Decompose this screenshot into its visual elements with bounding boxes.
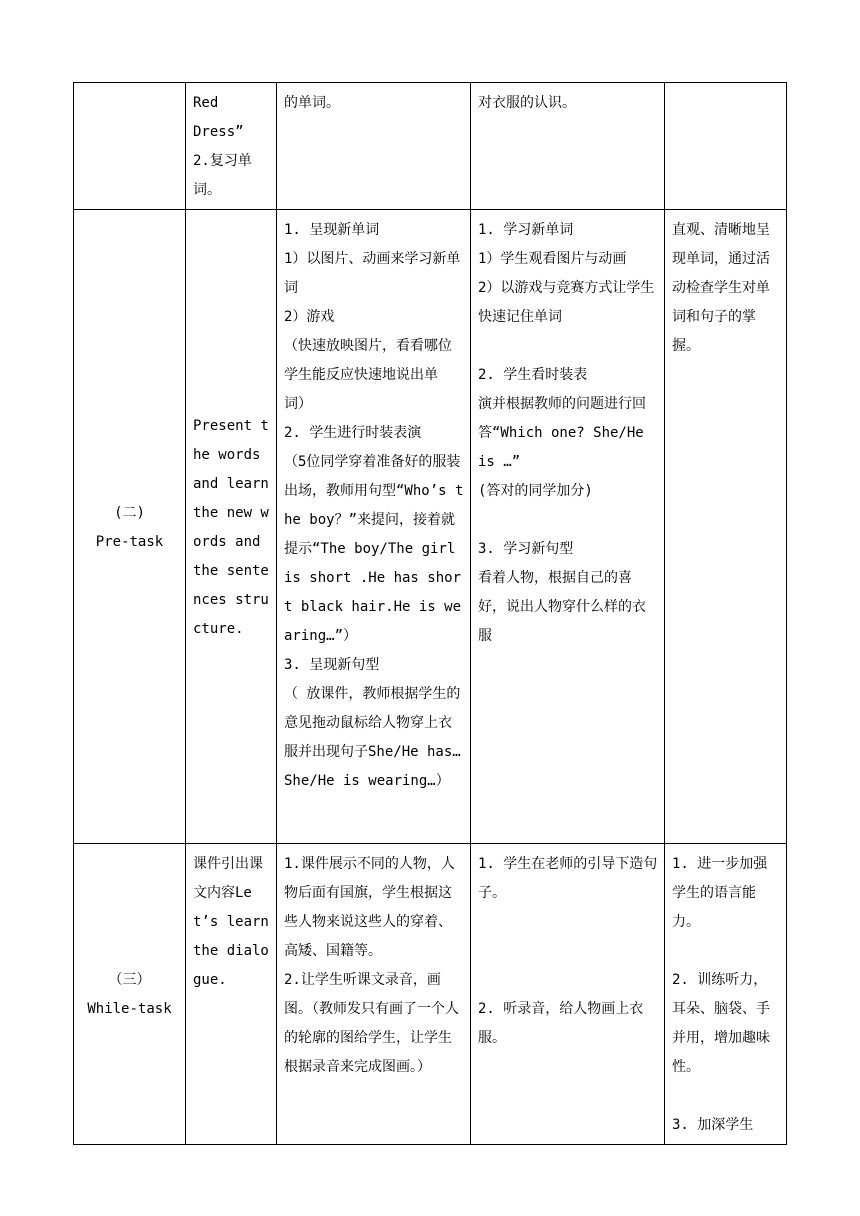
stage-cell: (二) Pre-task	[74, 210, 186, 844]
purpose-cell	[665, 83, 787, 210]
activity-cell: Present the words and learn the new words and the sentences structure.	[186, 210, 277, 844]
table-row	[74, 83, 787, 210]
teacher-activity-cell: 1. 呈现新单词 1）以图片、动画来学习新单词 2）游戏 （快速放映图片，看看哪位学生能反应快速地说出单词） 2. 学生进行时装表演 （5位同学穿着准备好的服装出场，教师用句型“Who’s the boy？”来提问，接着就提示“The boy/The girl is short .He has short black hair.He is wearing…”） 3. 呈现新句型 （ 放课件，教师根据学生的意见拖动鼠标给人物穿上衣服并出现句子She/He has… She/He is wearing…）	[277, 210, 471, 844]
student-activity-cell: 1. 学生在老师的引导下造句子。 2. 听录音，给人物画上衣服。	[471, 844, 665, 1145]
student-activity-cell: 对衣服的认识。	[471, 83, 665, 210]
lesson-plan-table	[73, 82, 787, 1145]
table-row	[74, 210, 787, 844]
purpose-cell: 直观、清晰地呈现单词，通过活动检查学生对单词和句子的掌握。	[665, 210, 787, 844]
activity-cell: 课件引出课文内容Let’s learn the dialogue.	[186, 844, 277, 1145]
stage-cell	[74, 83, 186, 210]
teacher-activity-cell: 1.课件展示不同的人物，人物后面有国旗，学生根据这些人物来说这些人的穿着、高矮、国籍等。 2.让学生听课文录音，画图。（教师发只有画了一个人的轮廓的图给学生，让学生根据录音来完成图画。）	[277, 844, 471, 1145]
stage-cell: （三） While-task	[74, 844, 186, 1145]
student-activity-cell: 1. 学习新单词 1）学生观看图片与动画 2）以游戏与竞赛方式让学生快速记住单词 2. 学生看时装表 演并根据教师的问题进行回答“Which one? She/He is …” (答对的同学加分) 3. 学习新句型 看着人物，根据自己的喜好，说出人物穿什么样的衣服	[471, 210, 665, 844]
purpose-cell: 1. 进一步加强学生的语言能力。 2. 训练听力，耳朵、脑袋、手并用，增加趣味性。 3. 加深学生	[665, 844, 787, 1145]
teacher-activity-cell: 的单词。	[277, 83, 471, 210]
activity-cell: Red Dress” 2.复习单词。	[186, 83, 277, 210]
table-row	[74, 844, 787, 1145]
